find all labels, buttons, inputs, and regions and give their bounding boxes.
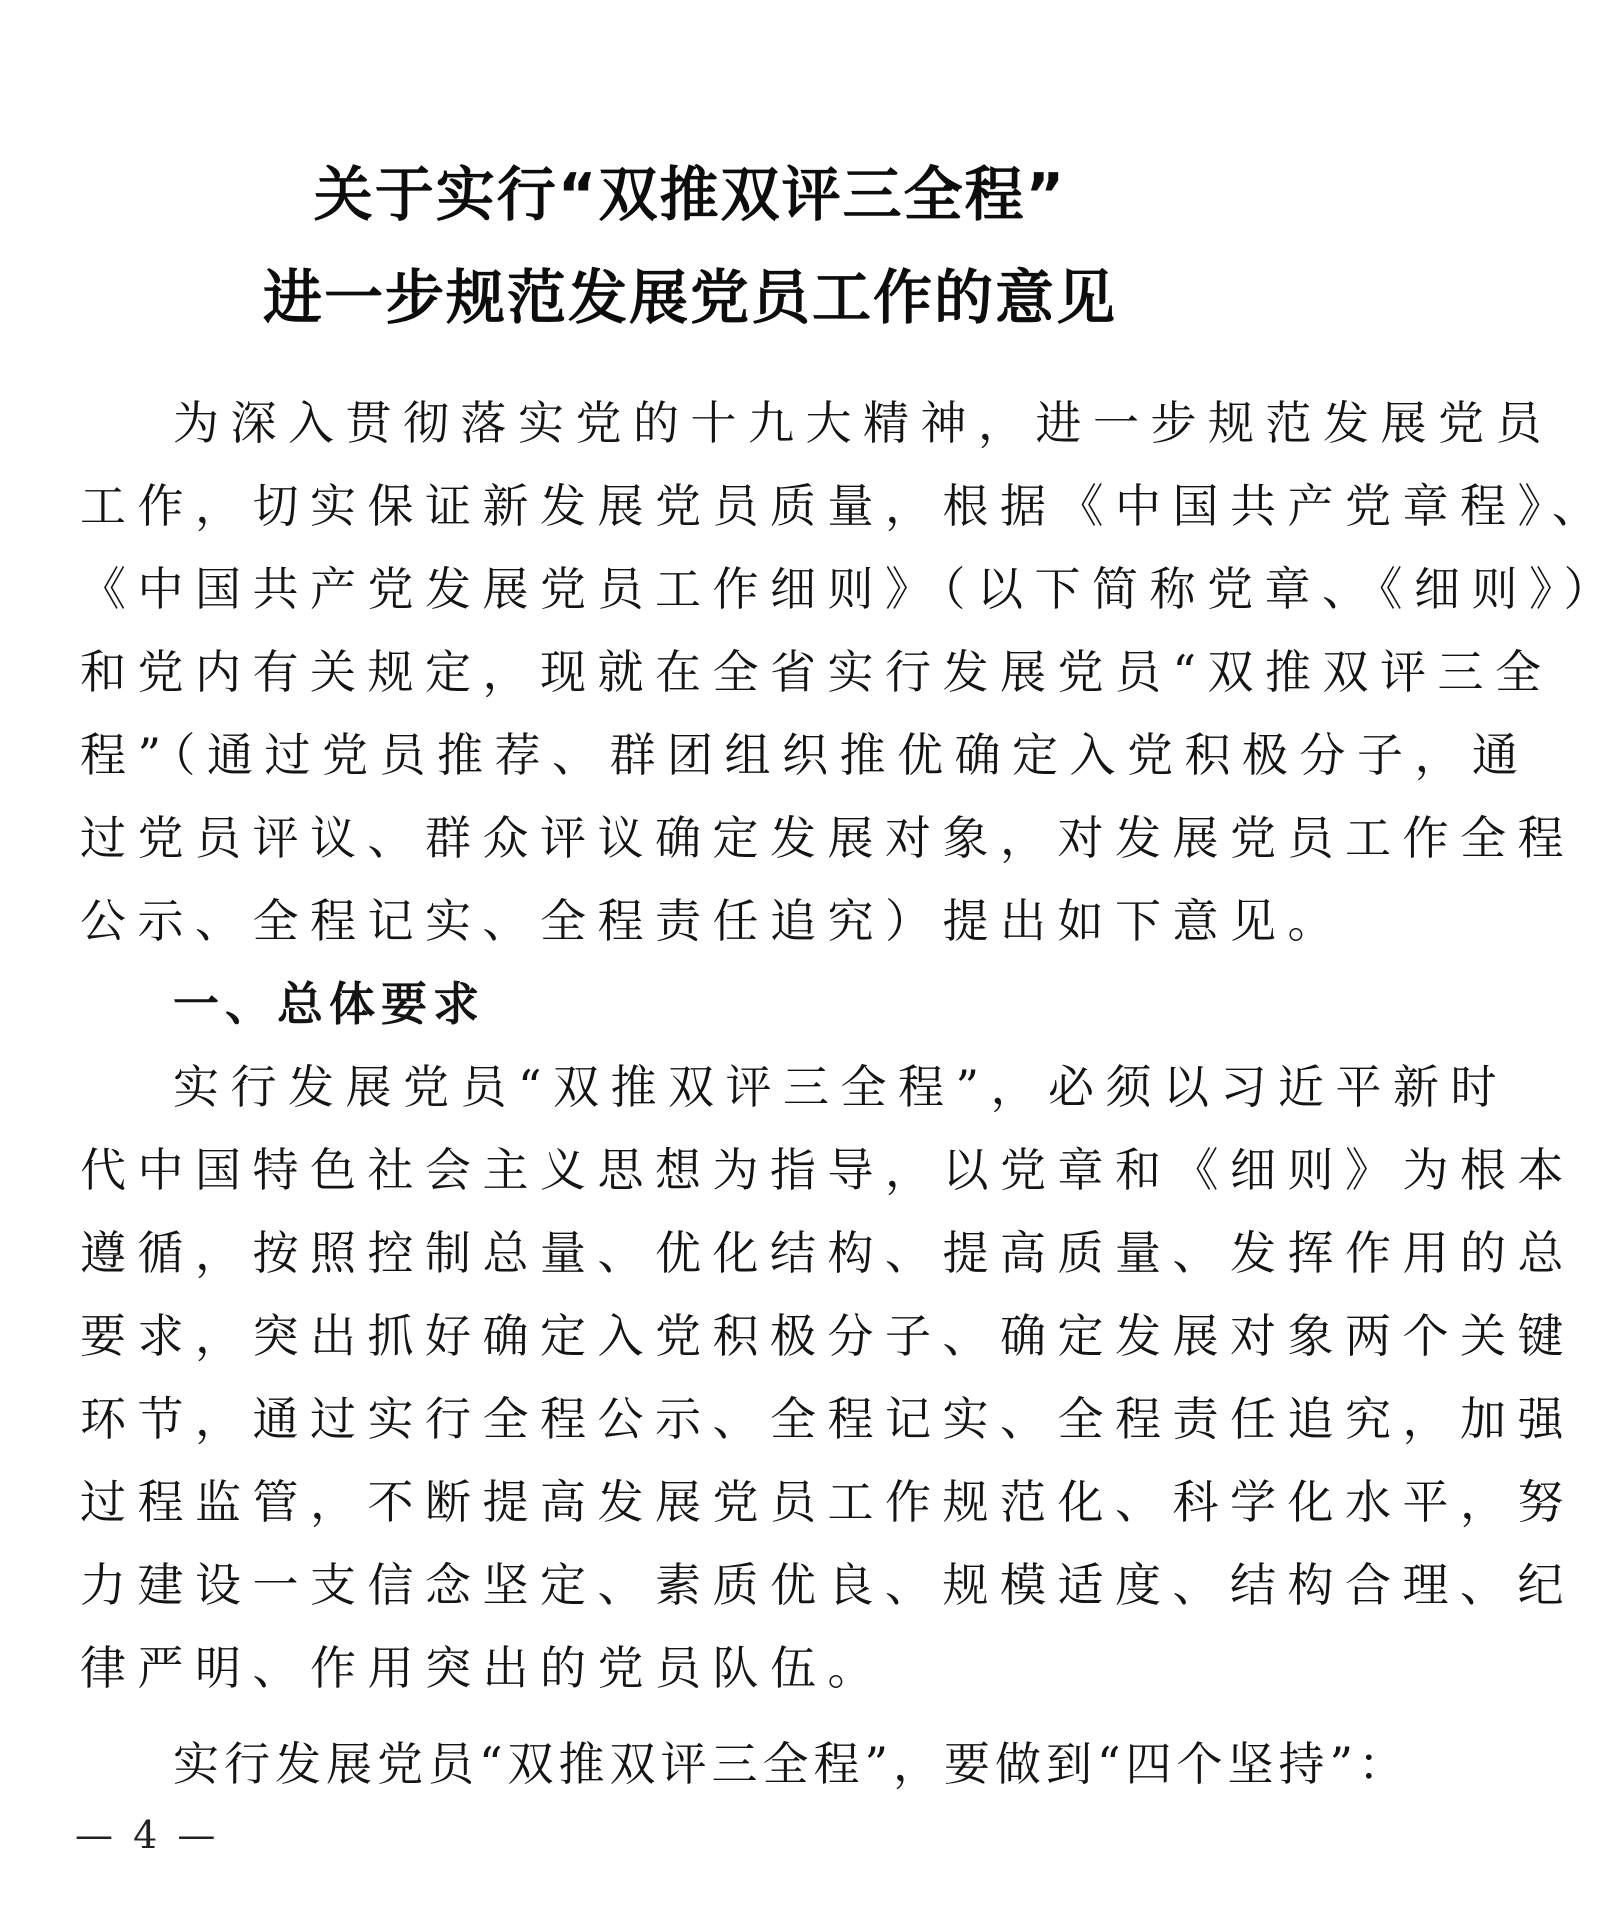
- section-line-6: 过程监管，不断提高发展党员工作规范化、科学化水平，努: [80, 1475, 1575, 1529]
- intro-line-2: 工作，切实保证新发展党员质量，根据《中国共产党章程》、: [80, 479, 1610, 533]
- section-line-3: 遵循，按照控制总量、优化结构、提高质量、发挥作用的总: [80, 1226, 1575, 1280]
- section-line-2: 代中国特色社会主义思想为指导，以党章和《细则》为根本: [80, 1143, 1575, 1197]
- section-last-line: 实行发展党员“双推双评三全程”，要做到“四个坚持”：: [173, 1737, 1410, 1791]
- section-heading: 一、总体要求: [173, 977, 485, 1031]
- section-line-8: 律严明、作用突出的党员队伍。: [80, 1641, 885, 1695]
- document-title-line-1: 关于实行“双推双评三全程”: [313, 160, 1067, 229]
- section-line-4: 要求，突出抓好确定入党积极分子、确定发展对象两个关键: [80, 1309, 1575, 1363]
- intro-line-1: 为深入贯彻落实党的十九大精神，进一步规范发展党员: [173, 396, 1553, 450]
- intro-line-3: 《中国共产党发展党员工作细则》（以下简称党章、《细则》）: [80, 562, 1621, 616]
- intro-line-5: 程”（通过党员推荐、群团组织推优确定入党积极分子，通: [80, 728, 1530, 782]
- page-number: — 4 —: [75, 1813, 220, 1857]
- section-line-1: 实行发展党员“双推双评三全程”，必须以习近平新时: [173, 1060, 1509, 1114]
- intro-line-7: 公示、全程记实、全程责任追究）提出如下意见。: [80, 894, 1345, 948]
- section-line-5: 环节，通过实行全程公示、全程记实、全程责任追究，加强: [80, 1392, 1575, 1446]
- intro-line-6: 过党员评议、群众评议确定发展对象，对发展党员工作全程: [80, 811, 1575, 865]
- section-line-7: 力建设一支信念坚定、素质优良、规模适度、结构合理、纪: [80, 1558, 1575, 1612]
- intro-line-4: 和党内有关规定，现就在全省实行发展党员“双推双评三全: [80, 645, 1553, 699]
- document-title-line-2: 进一步规范发展党员工作的意见: [262, 263, 1117, 332]
